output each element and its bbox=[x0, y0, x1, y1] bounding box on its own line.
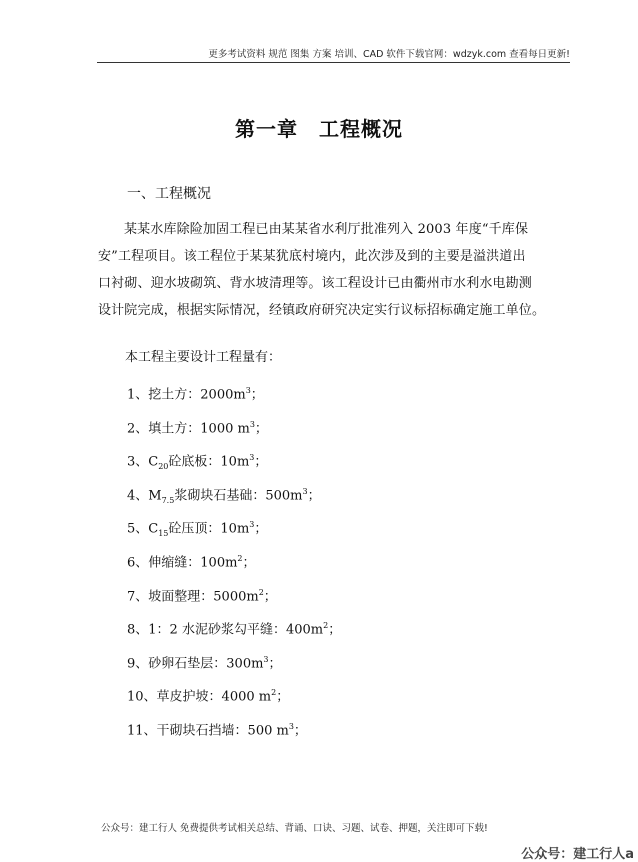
list-item: 7、坡面整理：$5000m^2$； bbox=[127, 587, 277, 604]
header-divider bbox=[97, 62, 570, 63]
body-paragraph bbox=[98, 216, 576, 324]
list-item: 1、挖土方：$2000m^3$； bbox=[127, 386, 264, 403]
list-item: 4、$M_{7.5}$浆砌块石基础：$500m^3$； bbox=[127, 486, 321, 505]
quantities-intro: 本工程主要设计工程量有： bbox=[125, 350, 282, 365]
paragraph-line: 安”工程项目。该工程位于某某犹底村境内，此次涉及到的主要是溢洪道出 bbox=[98, 249, 526, 264]
list-item: 11、干砌块石挡墙：500 $m^3$； bbox=[127, 721, 307, 739]
section-heading: 一、工程概况 bbox=[127, 186, 211, 202]
quantities-list bbox=[127, 381, 341, 751]
paragraph-line: 口衬砌、迎水坡砌筑、背水坡清理等。该工程设计已由衢州市水利水电勘测 bbox=[98, 276, 532, 291]
paragraph-line: 某某水库除险加固工程已由某某省水利厅批准列入 2003 年度“千库保 bbox=[124, 222, 529, 237]
footer-note: 公众号：建工行人 免费提供考试相关总结、背诵、口诀、习题、试卷、押题，关注即可下载! bbox=[101, 823, 488, 834]
list-item: 10、草皮护坡：4000 $m^2$； bbox=[127, 688, 290, 705]
list-item: 9、砂卵石垫层：$300m^3$； bbox=[127, 654, 282, 672]
list-item: 8、1：2 水泥砂浆勾平缝：$400m^2$； bbox=[127, 621, 342, 638]
paragraph-line: 设计院完成，根据实际情况，经镇政府研究决定实行议标招标确定施工单位。 bbox=[98, 303, 546, 318]
list-item: 2、填土方：1000 $m^3$； bbox=[127, 419, 268, 436]
list-item: 5、$C_{15}$砼压顶：$10m^3$； bbox=[127, 520, 268, 539]
chapter-title: 第一章 工程概况 bbox=[235, 117, 403, 141]
list-item: 3、$C_{20}$砼底板：$10m^3$； bbox=[127, 453, 268, 472]
list-item: 6、伸缩缝：$100m^2$； bbox=[127, 553, 256, 571]
watermark-text: 公众号：建工行人a bbox=[521, 847, 634, 862]
header-note: 更多考试资料 规范 图集 方案 培训、CAD 软件下载官网：wdzyk.com 查看每日更新! bbox=[208, 49, 570, 60]
